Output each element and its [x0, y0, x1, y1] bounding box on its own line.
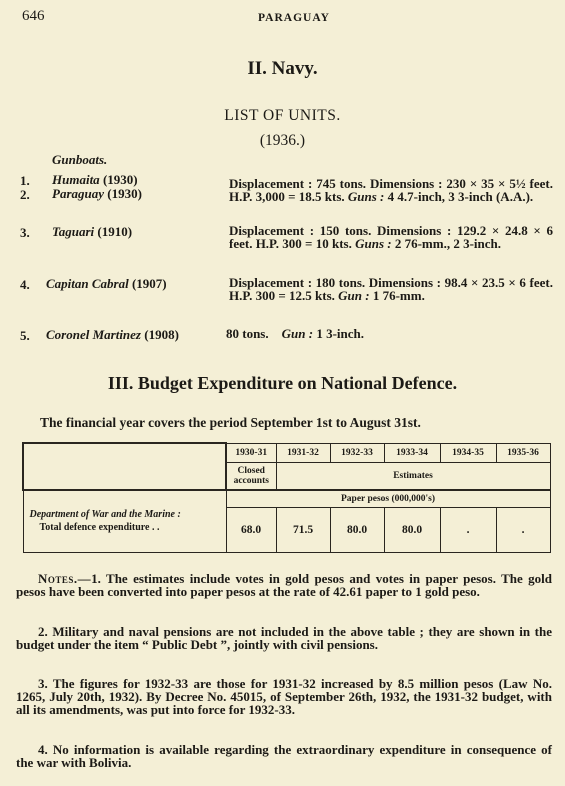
note-4 — [16, 743, 552, 769]
unit-description — [226, 327, 526, 340]
unit-name-year — [46, 327, 179, 343]
category-label: Gunboats. — [52, 152, 108, 167]
unit-name: Capitan Cabral — [46, 276, 129, 291]
list-title: LIST OF UNITS. — [224, 107, 341, 124]
value-cell: 68.0 — [226, 507, 276, 552]
unit-entry — [20, 327, 30, 345]
guns-value: 4 4.7-inch, 3 3-inch (A.A.). — [384, 189, 534, 204]
unit-number: 5. — [20, 328, 30, 343]
year-header: 1934-35 — [440, 443, 496, 462]
unit-description — [229, 276, 553, 302]
unit-entry — [20, 224, 30, 242]
value-cell: . — [496, 507, 550, 552]
unit-specs: Displacement : 745 tons. Dimensions : 230 × 35 × 5½ feet. H.P. 3,000 = 18.5 kts. — [229, 176, 553, 204]
year-header: 1935-36 — [496, 443, 550, 462]
list-year: (1936.) — [259, 132, 306, 149]
total-label: Total defence expenditure . . — [39, 522, 160, 533]
guns-value: 1 3-inch. — [313, 326, 364, 341]
unit-name: Coronel Martinez — [46, 327, 141, 342]
year-header: 1931-32 — [276, 443, 330, 462]
unit-description — [229, 177, 553, 203]
unit-year: (1907) — [131, 276, 167, 291]
note-text: 3. The figures for 1932-33 are those for 1931-32 increased by 8.5 million pesos (Law No. 1265, July 20th, 1932). By Decree No. 45015, of September 26th, 1932, the 1931-32 budget, with all its amendments, was put into force for 1932-33. — [16, 676, 552, 717]
year-header: 1933-34 — [384, 443, 440, 462]
unit-number: 2. — [20, 187, 30, 202]
unit-name-year — [52, 224, 132, 240]
value-cell: . — [440, 507, 496, 552]
year-header: 1932-33 — [330, 443, 384, 462]
unit-name-year — [46, 276, 167, 292]
section-heading-navy: II. Navy. — [247, 58, 318, 79]
guns-label: Gun : — [338, 288, 370, 303]
unit-specs: 80 tons. — [226, 326, 269, 341]
note-2 — [16, 625, 552, 651]
note-3 — [16, 677, 552, 716]
unit-year: (1930) — [107, 186, 142, 201]
note-text: 2. Military and naval pensions are not included in the above table ; they are shown in the budget under the item “ Public Debt ”, jointly with civil pensions. — [16, 624, 552, 652]
note-1 — [16, 572, 552, 598]
unit-name: Paraguay — [52, 186, 104, 201]
unit-name: Humaita — [52, 172, 100, 187]
page-number: 646 — [22, 8, 45, 24]
estimates-label: Estimates — [276, 462, 550, 490]
year-header: 1930-31 — [226, 443, 276, 462]
value-cell: 71.5 — [276, 507, 330, 552]
note-text: 1. The estimates include votes in gold pesos and votes in paper pesos. The gold pesos have been converted into paper pesos at the rate of 42.61 paper to 1 gold peso. — [16, 571, 552, 599]
unit-name: Taguari — [52, 224, 95, 239]
guns-value: 1 76-mm. — [369, 288, 425, 303]
table-corner-cell — [23, 443, 226, 490]
budget-table — [22, 442, 551, 553]
guns-label: Guns : — [355, 236, 392, 251]
unit-year: (1910) — [97, 224, 133, 239]
note-text: 4. No information is available regarding the extraordinary expenditure in consequence of the war with Bolivia. — [16, 742, 552, 770]
closed-accounts-label: Closed accounts — [226, 462, 276, 490]
unit-year: (1908) — [144, 327, 179, 342]
unit-entry — [20, 186, 30, 204]
financial-year-note: The financial year covers the period September 1st to August 31st. — [40, 415, 421, 430]
unit-specs: Displacement : 180 tons. Dimensions : 98.4 × 23.5 × 6 feet. H.P. 300 = 12.5 kts. — [229, 275, 553, 303]
department-label: Department of War and the Marine : — [29, 509, 181, 520]
unit-number: 1. — [20, 173, 30, 188]
unit-number: 4. — [20, 277, 30, 292]
guns-value: 2 76-mm., 2 3-inch. — [391, 236, 502, 251]
unit-name-year — [52, 186, 142, 202]
unit-entry — [20, 276, 30, 294]
value-cell: 80.0 — [384, 507, 440, 552]
unit-number: 3. — [20, 225, 30, 240]
row-label — [23, 490, 226, 553]
unit-specs: Displacement : 150 tons. Dimensions : 129.2 × 24.8 × 6 feet. H.P. 300 = 10 kts. — [229, 223, 553, 251]
unit-description — [229, 224, 553, 250]
unit-year: (1930) — [102, 172, 138, 187]
value-cell: 80.0 — [330, 507, 384, 552]
guns-label: Gun : — [281, 326, 314, 341]
units-label: Paper pesos (000,000's) — [226, 490, 550, 508]
guns-label: Guns : — [347, 189, 385, 204]
section-heading-budget: III. Budget Expenditure on National Defence. — [107, 373, 458, 393]
notes-label: Notes.— — [38, 571, 92, 586]
running-head: PARAGUAY — [258, 12, 330, 24]
